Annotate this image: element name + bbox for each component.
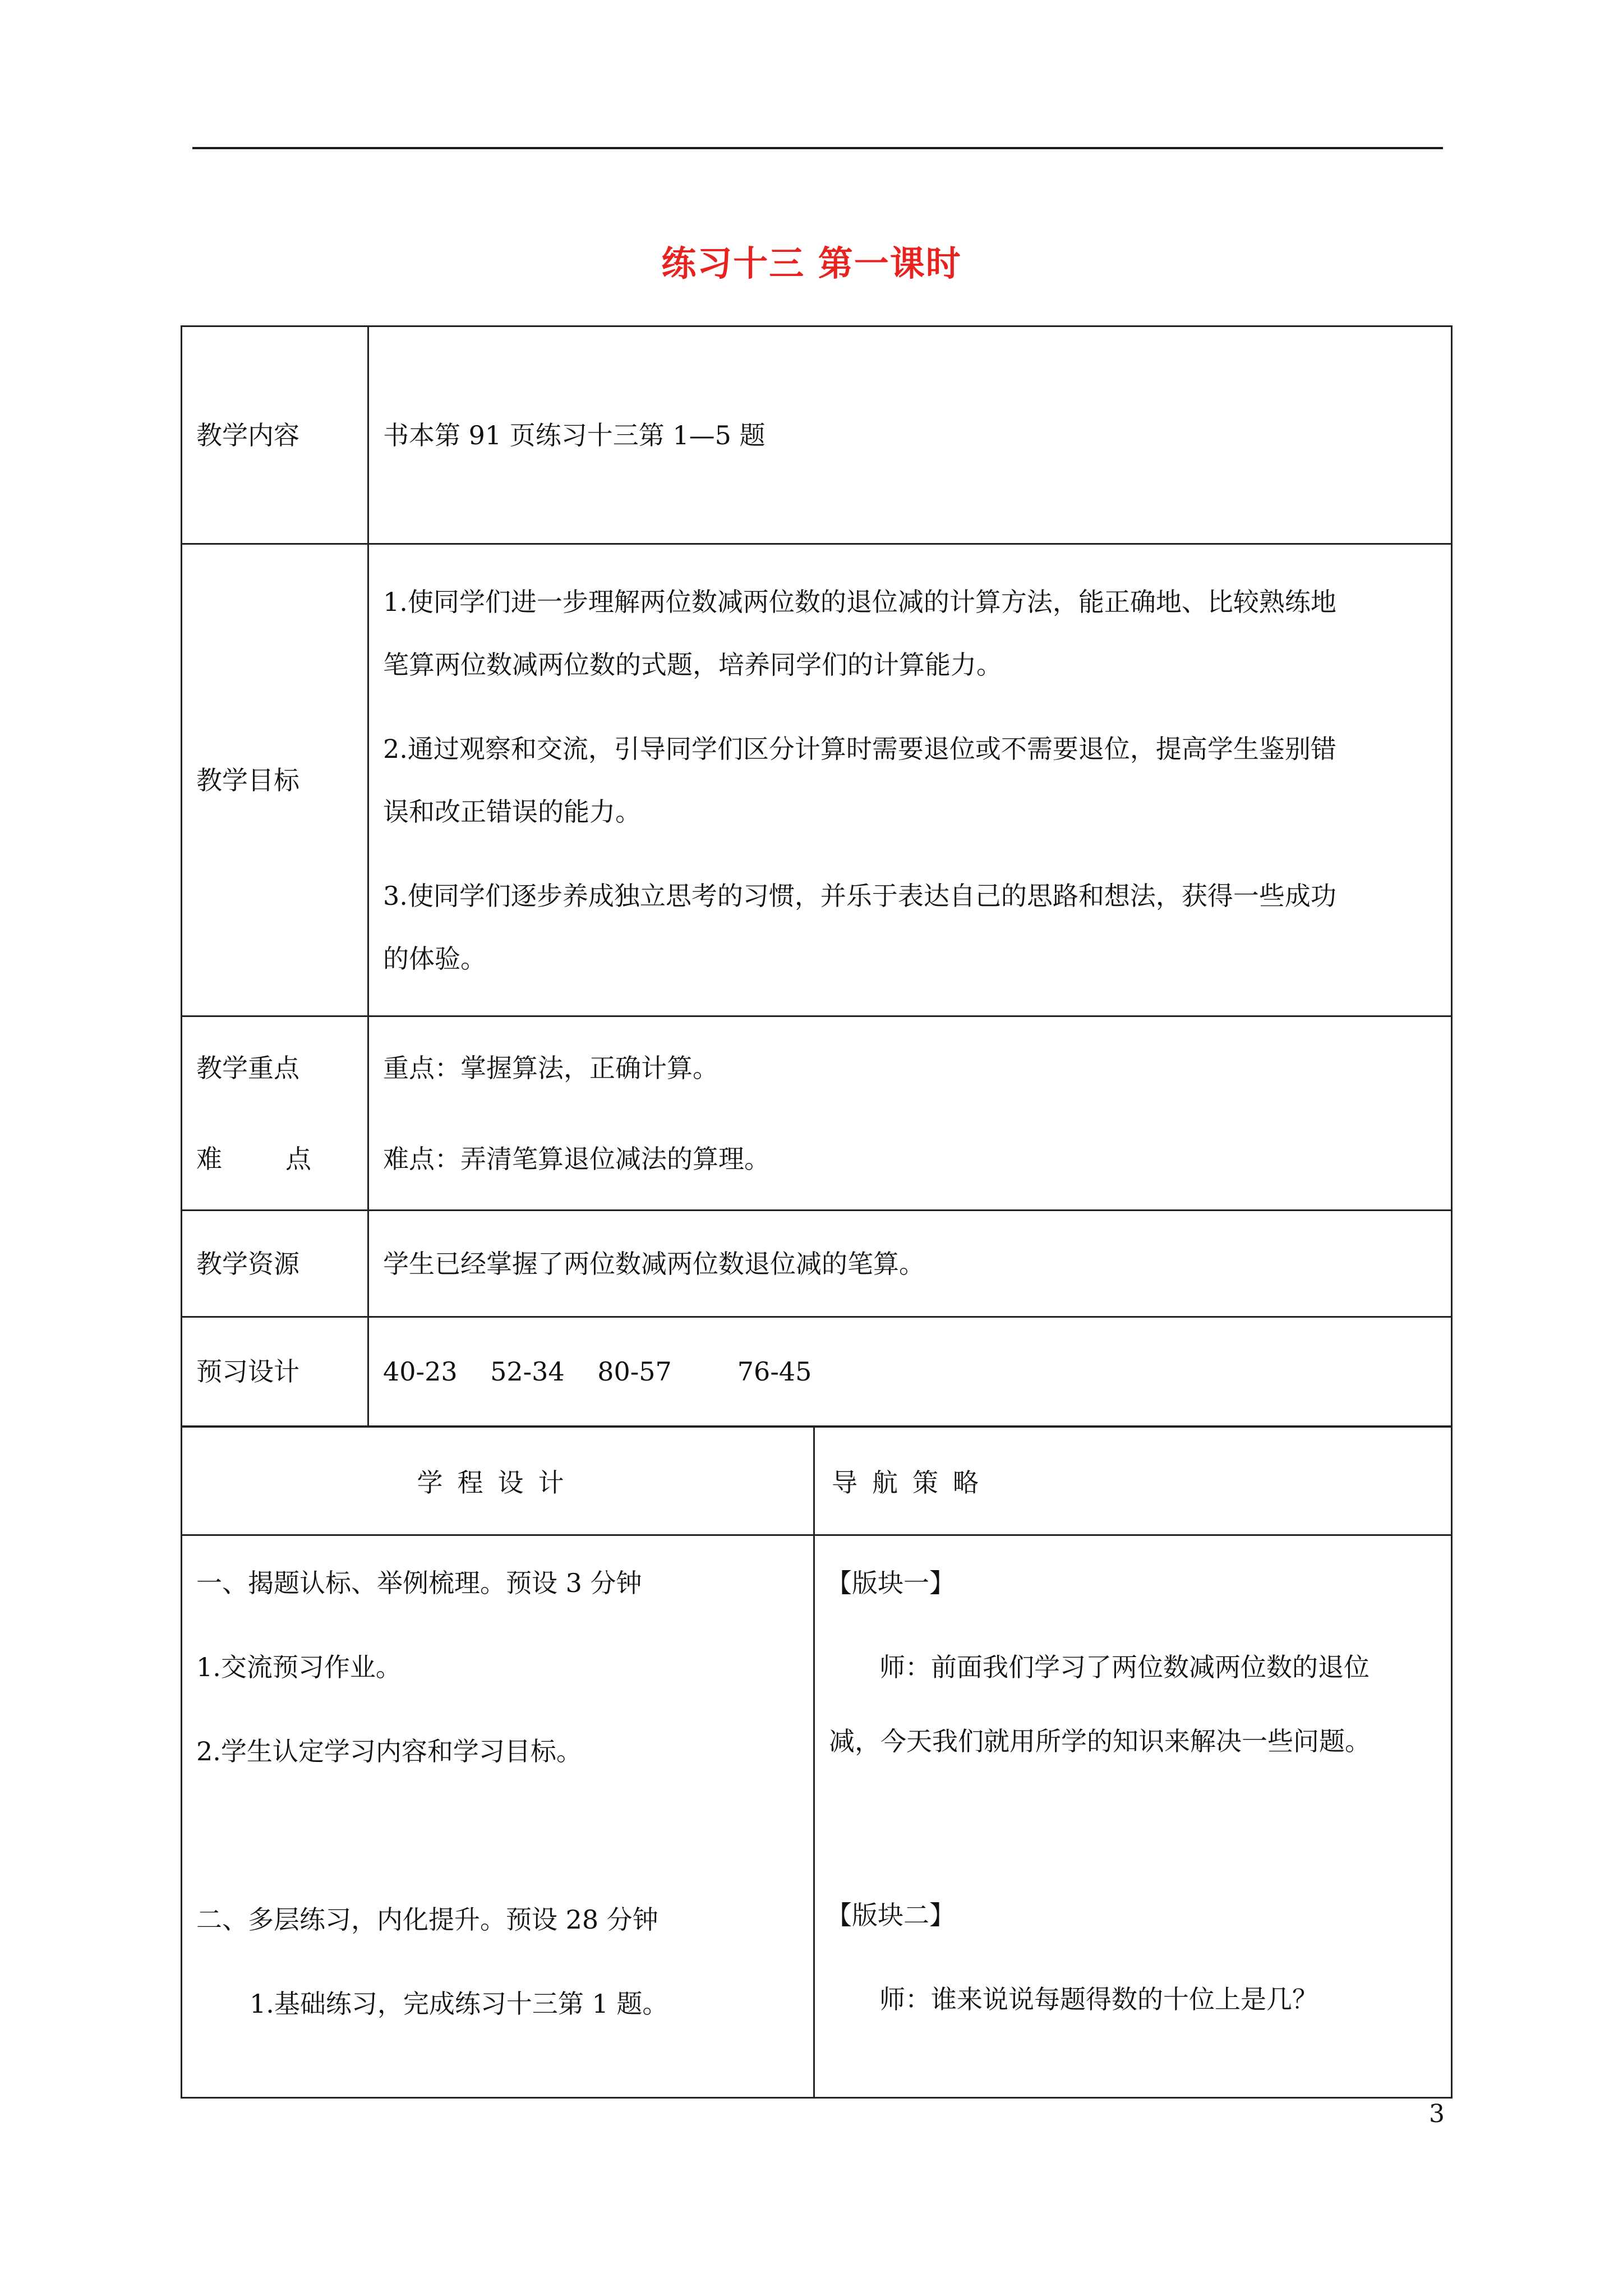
preview-design-value: 40-23 52-34 80-57 76-45 <box>368 1317 1452 1427</box>
block-1-line: 师：前面我们学习了两位数减两位数的退位 <box>879 1652 1370 1682</box>
plan-header-row <box>182 1427 1452 1535</box>
teaching-objectives-value <box>368 544 1452 1016</box>
block-1-line: 减，今天我们就用所学的知识来解决一些问题。 <box>829 1726 1371 1756</box>
row-teaching-objectives <box>182 544 1452 1016</box>
key-points-label <box>182 1016 368 1211</box>
objective-line: 的体验。 <box>383 943 486 974</box>
section-1-title: 一、揭题认标、举例梳理。预设 3 分钟 <box>196 1568 642 1598</box>
learning-design-header: 学程设计 <box>182 1427 814 1535</box>
section-2-item: 1.基础练习，完成练习十三第 1 题。 <box>250 1989 668 2019</box>
objective-item <box>383 864 1440 990</box>
row-preview-design <box>182 1317 1452 1427</box>
teaching-content-value: 书本第 91 页练习十三第 1—5 题 <box>368 326 1452 544</box>
learning-design-cell <box>182 1535 814 2098</box>
objective-line: 1.使同学们进一步理解两位数减两位数的退位减的计算方法，能正确地、比较熟练地 <box>383 586 1336 617</box>
preview-design-label: 预习设计 <box>182 1317 368 1427</box>
block-1-title: 【版块一】 <box>826 1568 955 1598</box>
teaching-resources-value: 学生已经掌握了两位数减两位数退位减的笔算。 <box>368 1211 1452 1317</box>
navigation-strategy-cell <box>814 1535 1452 2098</box>
objective-line: 误和改正错误的能力。 <box>383 796 641 827</box>
section-1-item: 2.学生认定学习内容和学习目标。 <box>196 1736 582 1766</box>
row-key-points <box>182 1016 1452 1211</box>
objective-item <box>383 570 1440 696</box>
page-title: 练习十三 第一课时 <box>661 243 962 284</box>
key-point-text: 重点：掌握算法，正确计算。 <box>383 1052 718 1083</box>
lesson-plan-table <box>181 1426 1453 2099</box>
lesson-info-table <box>181 325 1453 1427</box>
row-teaching-content <box>182 326 1452 544</box>
block-2-line: 师：谁来说说每题得数的十位上是几？ <box>879 1984 1318 2014</box>
navigation-strategy-header: 导航策略 <box>814 1427 1452 1535</box>
teaching-content-label: 教学内容 <box>182 326 368 544</box>
header-rule <box>192 147 1443 149</box>
difficulty-label: 难 点 <box>196 1143 311 1174</box>
objective-line: 3.使同学们逐步养成独立思考的习惯，并乐于表达自己的思路和想法，获得一些成功 <box>383 880 1336 911</box>
objective-item <box>383 717 1440 843</box>
teaching-objectives-label: 教学目标 <box>182 544 368 1016</box>
key-point-label: 教学重点 <box>196 1052 299 1083</box>
teaching-resources-label: 教学资源 <box>182 1211 368 1317</box>
row-teaching-resources <box>182 1211 1452 1317</box>
block-2-title: 【版块二】 <box>826 1900 955 1930</box>
key-points-value <box>368 1016 1452 1211</box>
section-1-item: 1.交流预习作业。 <box>196 1652 402 1682</box>
objective-line: 笔算两位数减两位数的式题，培养同学们的计算能力。 <box>383 649 1002 680</box>
section-2-title: 二、多层练习，内化提升。预设 28 分钟 <box>196 1904 658 1935</box>
page-number: 3 <box>1429 2100 1445 2128</box>
plan-body-row <box>182 1535 1452 2098</box>
objective-line: 2.通过观察和交流，引导同学们区分计算时需要退位或不需要退位，提高学生鉴别错 <box>383 733 1336 764</box>
difficulty-text: 难点：弄清笔算退位减法的算理。 <box>383 1143 770 1174</box>
